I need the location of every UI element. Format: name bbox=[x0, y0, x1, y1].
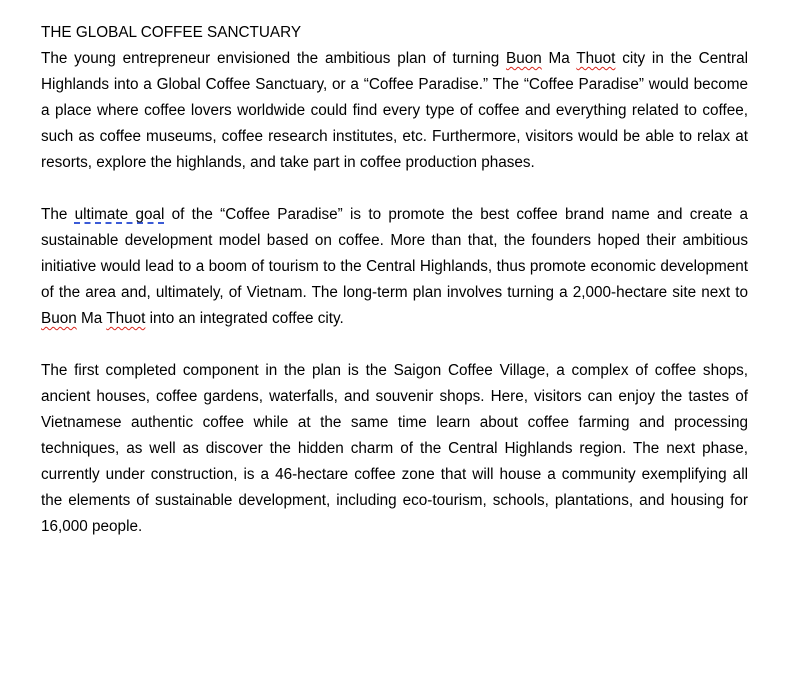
p1-text-3: city in the Central Highlands into a Global Coffee Sanctuary, or a “Coffee Paradise.” The “Coffee Paradise” would become a place where coffee lovers worldwide could find every type of coffee and everything related to coffee, such as coffee museums, coffee research institutes, etc. Furthermore, visitors would be able to relax at resorts, explore the highlands, and take part in coffee production phases. bbox=[41, 50, 748, 171]
spelling-error-thuot-2[interactable]: Thuot bbox=[106, 310, 146, 327]
p2-text-3: Ma bbox=[76, 310, 107, 327]
paragraph-1 bbox=[41, 46, 748, 176]
document-title: THE GLOBAL COFFEE SANCTUARY bbox=[41, 24, 302, 41]
p2-text-4: into an integrated coffee city. bbox=[145, 310, 344, 327]
paragraph-2 bbox=[41, 202, 748, 332]
p1-text-2: Ma bbox=[541, 50, 577, 67]
p2-text-1: The bbox=[41, 206, 75, 223]
spelling-error-thuot[interactable]: Thuot bbox=[576, 50, 616, 67]
p2-text-2: of the “Coffee Paradise” is to promote the best coffee brand name and create a sustainable development model based on coffee. More than that, the founders hoped their ambitious initiative would lead to a boom of tourism to the Central Highlands, thus promote economic development of the area and, ultimately, of Vietnam. The long-term plan involves turning a 2,000-hectare site next to bbox=[41, 206, 749, 301]
document-page[interactable] bbox=[41, 20, 748, 566]
spelling-error-buon-2[interactable]: Buon bbox=[41, 310, 77, 327]
p1-text-1: The young entrepreneur envisioned the ambitious plan of turning bbox=[41, 50, 507, 67]
paragraph-3: The first completed component in the plan is the Saigon Coffee Village, a complex of coffee shops, ancient houses, coffee gardens, waterfalls, and souvenir shops. Here, visitors can enjoy the tastes of Vietnamese authentic coffee while at the same time learn about coffee farming and processing techniques, as well as discover the hidden charm of the Central Highlands region. The next phase, currently under construction, is a 46-hectare coffee zone that will house a community exemplifying all the elements of sustainable development, including eco-tourism, schools, plantations, and housing for 16,000 people. bbox=[41, 362, 748, 535]
grammar-suggestion-ultimate-goal[interactable]: ultimate goal bbox=[74, 206, 165, 223]
spelling-error-buon[interactable]: Buon bbox=[506, 50, 542, 67]
